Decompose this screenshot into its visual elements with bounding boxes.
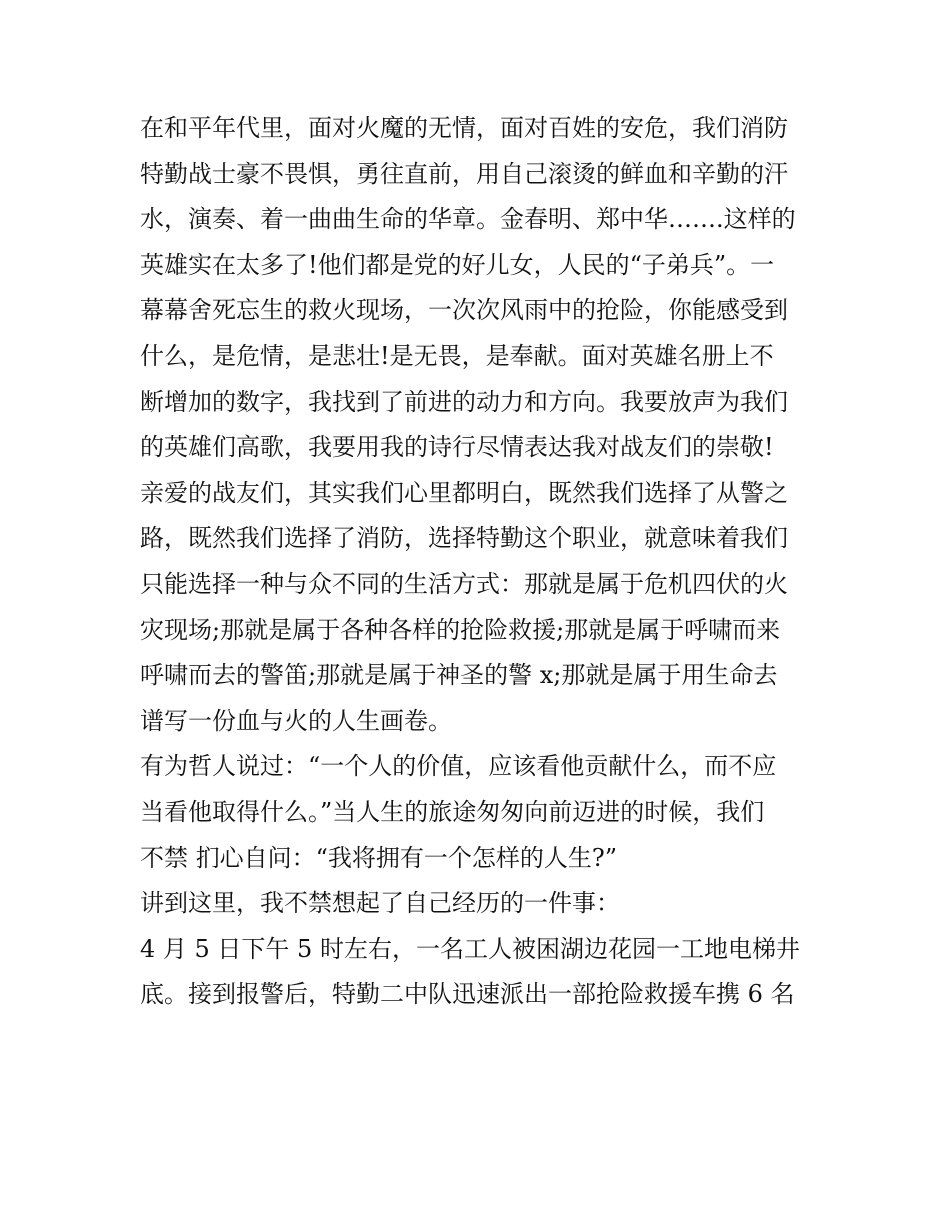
text-line-9: 亲爱的战友们，其实我们心里都明白，既然我们选择了从警之 <box>140 478 788 507</box>
text-line-2: 特勤战士豪不畏惧，勇往直前，用自己滚烫的鲜血和辛勤的汗 <box>140 159 788 188</box>
text-line-3: 水，演奏、着一曲曲生命的华章。金春明、郑中华…….这样的 <box>140 205 796 234</box>
text-line-5: 幕幕舍死忘生的救火现场，一次次风雨中的抢险，你能感受到 <box>140 296 788 325</box>
text-line-15: 有为哲人说过：“一个人的价值，应该看他贡献什么，而不应 <box>140 752 777 781</box>
text-line-10: 路，既然我们选择了消防，选择特勤这个职业，就意味着我们 <box>140 524 788 553</box>
body-text <box>140 106 820 1018</box>
text-line-12: 灾现场;那就是属于各种各样的抢险救援;那就是属于呼啸而来 <box>140 615 781 644</box>
text-line-16: 当看他取得什么。”当人生的旅途匆匆向前迈进的时候，我们 <box>140 797 765 826</box>
text-line-17: 不禁 扪心自问：“我将拥有一个怎样的人生?” <box>140 843 618 872</box>
text-line-4: 英雄实在太多了!他们都是党的好儿女，人民的“子弟兵”。一 <box>140 250 775 279</box>
text-line-11: 只能选择一种与众不同的生活方式：那就是属于危机四伏的火 <box>140 569 788 598</box>
text-line-14: 谱写一份血与火的人生画卷。 <box>140 706 452 735</box>
text-line-18: 讲到这里，我不禁想起了自己经历的一件事： <box>140 889 620 918</box>
text-line-7: 断增加的数字，我找到了前进的动力和方向。我要放声为我们 <box>140 387 788 416</box>
text-line-20: 底。接到报警后，特勤二中队迅速派出一部抢险救援车携 6 名 <box>140 980 795 1009</box>
text-line-13: 呼啸而去的警笛;那就是属于神圣的警 x;那就是属于用生命去 <box>140 661 778 690</box>
text-line-19: 4 月 5 日下午 5 时左右，一名工人被困湖边花园一工地电梯井 <box>140 934 800 963</box>
text-line-6: 什么，是危情，是悲壮!是无畏，是奉献。面对英雄名册上不 <box>140 341 774 370</box>
text-line-1: 在和平年代里，面对火魔的无情，面对百姓的安危，我们消防 <box>140 114 788 142</box>
text-line-8: 的英雄们高歌，我要用我的诗行尽情表达我对战友们的崇敬! <box>140 433 774 462</box>
